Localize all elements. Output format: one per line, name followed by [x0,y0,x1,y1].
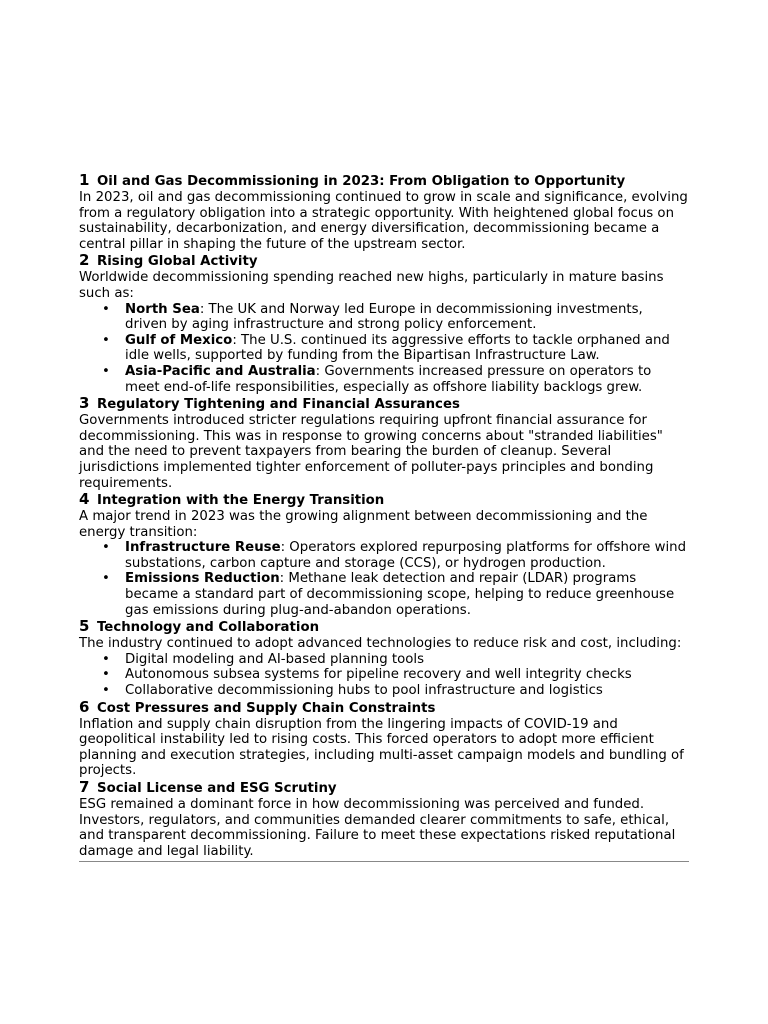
list-item-term: Gulf of Mexico [125,332,233,348]
list-item-text: Digital modeling and AI-based planning tools [125,651,424,667]
list-item [102,667,689,683]
list-item-text: : Governments increased pressure on operators to meet end-of-life responsibilities, especially as offshore liability backlogs grew. [125,363,652,395]
list-item [102,540,689,571]
bullet-icon: • [102,667,110,683]
section-heading [79,395,689,413]
section-number: 1 [79,171,90,189]
section-heading [79,618,689,636]
bullet-icon: • [102,332,110,348]
bullet-list [79,540,689,618]
bullet-icon: • [102,540,110,556]
section-heading [79,172,689,190]
list-item-text: : Methane leak detection and repair (LDAR) programs became a standard part of decommissioning scope, helping to reduce greenhouse gas emissions during plug-and-abandon operations. [125,571,675,618]
list-item-text: : Operators explored repurposing platforms for offshore wind substations, carbon capture and storage (CCS), or hydrogen production. [125,540,687,571]
section-paragraph: ESG remained a dominant force in how decommissioning was perceived and funded. Investors, regulators, and communities demanded clearer commitments to safe, ethical, and transparent decommissioning. Failure to meet these expectations risked reputational damage and legal liability. [79,797,676,859]
bullet-list [79,652,689,699]
list-item [102,332,689,364]
section-number: 6 [79,697,90,716]
list-item [102,651,689,668]
bottom-rule [79,861,689,862]
section-title: Rising Global Activity [97,254,258,270]
list-item [102,301,689,333]
list-item-text: Collaborative decommissioning hubs to pool infrastructure and logistics [125,683,603,699]
section-heading [79,491,689,509]
section-paragraph: Inflation and supply chain disruption from the lingering impacts of COVID-19 and geopolitical instability led to rising costs. This forced operators to adopt more efficient planning and execution strategies, including multi-asset campaign models and bundling of projects. [79,716,684,779]
list-item-text: : The UK and Norway led Europe in decommissioning investments, driven by aging infrastructure and strong policy enforcement. [125,301,643,333]
section-number: 4 [79,490,90,509]
list-item-term: Infrastructure Reuse [125,540,281,556]
section-heading [79,779,689,797]
section-heading [79,252,689,270]
section-paragraph: In 2023, oil and gas decommissioning continued to grow in scale and significance, evolving from a regulatory obligation into a strategic opportunity. With heightened global focus on sustainability, decarbonization, and energy diversification, decommissioning became a central pillar in shaping the future of the upstream sector. [79,190,688,252]
bullet-icon: • [102,571,110,587]
list-item-text: Autonomous subsea systems for pipeline recovery and well integrity checks [125,667,632,683]
bullet-icon: • [102,683,110,699]
section-title: Social License and ESG Scrutiny [97,781,337,796]
list-item-text: : The U.S. continued its aggressive efforts to tackle orphaned and idle wells, supported by funding from the Bipartisan Infrastructure Law. [125,332,670,364]
bullet-icon: • [102,363,110,379]
list-item [102,683,689,699]
list-item-term: Asia-Pacific and Australia [125,363,316,379]
document-body [79,172,689,862]
section-paragraph: Governments introduced stricter regulations requiring upfront financial assurance for decommissioning. This was in response to growing concerns about "stranded liabilities" and the need to prevent taxpayers from bearing the burden of cleanup. Several jurisdictions implemented tighter enforcement of polluter-pays principles and bonding requirements. [79,413,663,491]
bullet-icon: • [102,301,110,317]
section-paragraph: The industry continued to adopt advanced technologies to reduce risk and cost, including: [79,636,682,652]
list-item-term: North Sea [125,301,200,317]
bullet-list [79,302,689,396]
section-title: Technology and Collaboration [97,620,320,636]
bullet-icon: • [102,651,110,667]
section-number: 5 [79,617,90,636]
list-item-term: Emissions Reduction [125,571,280,587]
list-item [102,571,689,618]
section-title: Oil and Gas Decommissioning in 2023: From Obligation to Opportunity [97,174,626,189]
section-heading [79,699,689,717]
section-paragraph: A major trend in 2023 was the growing alignment between decommissioning and the energy transition: [79,509,648,540]
list-item [102,363,689,395]
section-title: Cost Pressures and Supply Chain Constraints [97,700,436,716]
section-title: Integration with the Energy Transition [97,493,385,509]
section-number: 3 [79,394,90,413]
section-number: 2 [79,251,90,270]
section-number: 7 [79,778,90,796]
section-paragraph: Worldwide decommissioning spending reached new highs, particularly in mature basins such as: [79,270,664,301]
section-title: Regulatory Tightening and Financial Assurances [97,397,460,413]
